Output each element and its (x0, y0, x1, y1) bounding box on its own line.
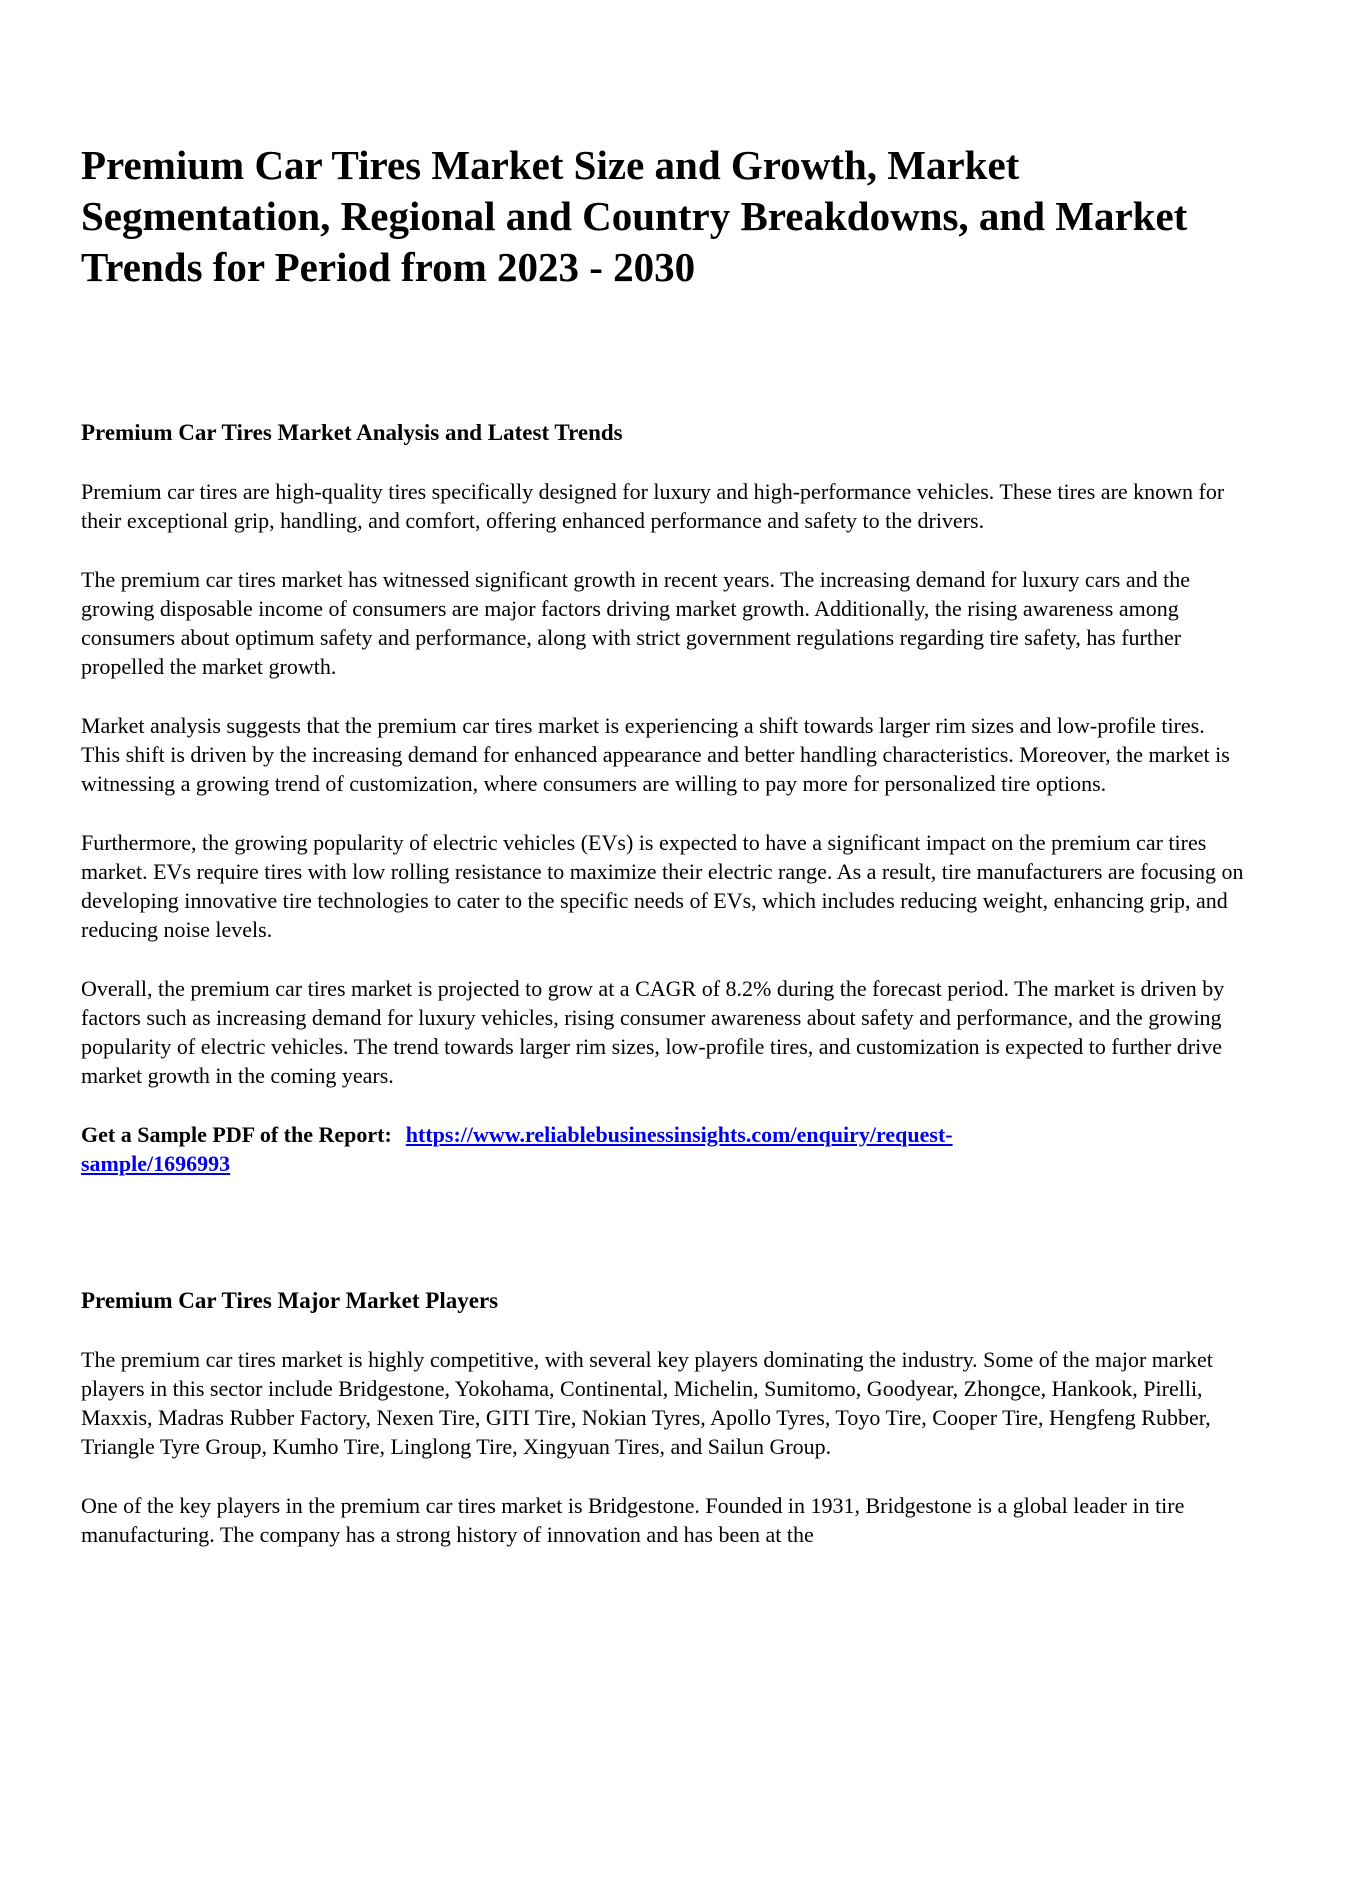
sample-report-url-line-2: sample/1696993 (81, 1151, 231, 1176)
sample-report-label: Get a Sample PDF of the Report: (81, 1122, 392, 1147)
analysis-paragraph-3: Market analysis suggests that the premium car tires market is experiencing a shift towards larger rim sizes and low-profile tires. This shift is driven by the increasing demand for enhanced appearance and better handling characteristics. Moreover, the market is witnessing a growing trend of customization, where consumers are willing to pay more for personalized tire options. (81, 713, 1230, 796)
players-paragraph-1: The premium car tires market is highly competitive, with several key players dominating the industry. Some of the major market players in this sector include Bridgestone, Yokohama, Continental, Michelin, Sumitomo, Goodyear, Zhongce, Hankook, Pirelli, Maxxis, Madras Rubber Factory, Nexen Tire, GITI Tire, Nokian Tyres, Apollo Tyres, Toyo Tire, Cooper Tire, Hengfeng Rubber, Triangle Tyre Group, Kumho Tire, Linglong Tire, Xingyuan Tires, and Sailun Group. (81, 1347, 1213, 1459)
sample-report-line (81, 1120, 1245, 1178)
analysis-paragraph-4: Furthermore, the growing popularity of electric vehicles (EVs) is expected to have a significant impact on the premium car tires market. EVs require tires with low rolling resistance to maximize their electric range. As a result, tire manufacturers are focusing on developing innovative tire technologies to cater to the specific needs of EVs, which includes reducing weight, enhancing grip, and reducing noise levels. (81, 830, 1244, 942)
analysis-paragraph-1: Premium car tires are high-quality tires specifically designed for luxury and high-performance vehicles. These tires are known for their exceptional grip, handling, and comfort, offering enhanced performance and safety to the drivers. (81, 479, 1225, 533)
sample-report-url-line-1: https://www.reliablebusinessinsights.com/enquiry/request- (405, 1122, 953, 1147)
players-paragraph-2: One of the key players in the premium car tires market is Bridgestone. Founded in 1931, Bridgestone is a global leader in tire manufacturing. The company has a strong history of innovation and has been at the (81, 1493, 1185, 1547)
analysis-paragraph-2: The premium car tires market has witnessed significant growth in recent years. The increasing demand for luxury cars and the growing disposable income of consumers are major factors driving market growth. Additionally, the rising awareness among consumers about optimum safety and performance, along with strict government regulations regarding tire safety, has further propelled the market growth. (81, 567, 1190, 679)
players-heading: Premium Car Tires Major Market Players (81, 1288, 499, 1313)
page-title: Premium Car Tires Market Size and Growth, Market Segmentation, Regional and Country Breakdowns, and Market Trends for Period from 2023 - 2030 (81, 142, 1188, 290)
analysis-paragraph-5: Overall, the premium car tires market is projected to grow at a CAGR of 8.2% during the forecast period. The market is driven by factors such as increasing demand for luxury vehicles, rising consumer awareness about safety and performance, and the growing popularity of electric vehicles. The trend towards larger rim sizes, low-profile tires, and customization is expected to further drive market growth in the coming years. (81, 976, 1225, 1088)
analysis-heading: Premium Car Tires Market Analysis and Latest Trends (81, 420, 623, 445)
